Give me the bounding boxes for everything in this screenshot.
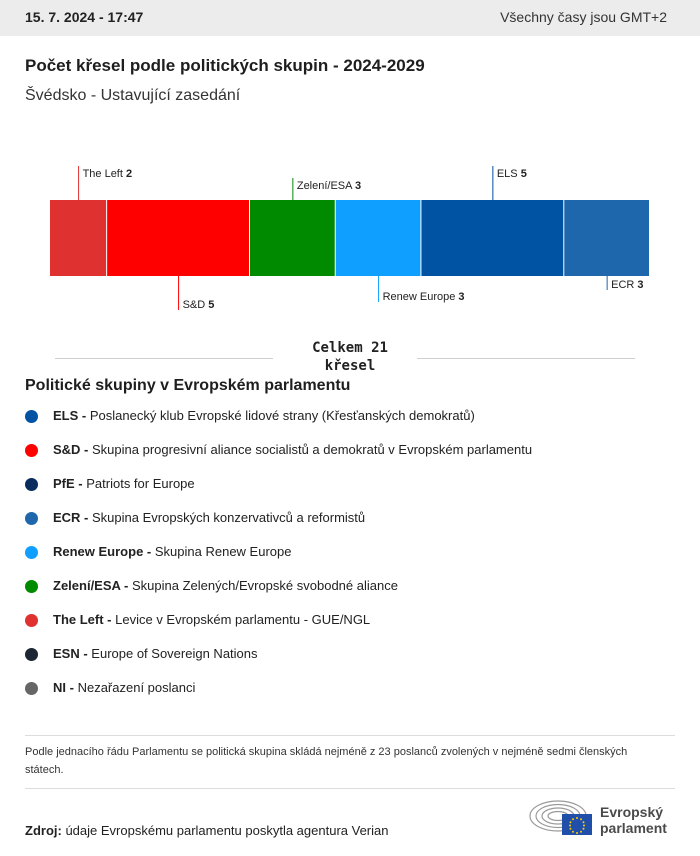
legend-desc: Poslanecký klub Evropské lidové strany (Křesťanských demokratů) xyxy=(89,408,475,423)
bar-segment xyxy=(50,200,106,276)
legend-desc: Skupina Zelených/Evropské svobodné aliance xyxy=(132,578,398,593)
bar-segment xyxy=(336,200,421,276)
chart-title: Počet křesel podle politických skupin - 2024-2029 xyxy=(25,56,425,75)
legend-item xyxy=(25,541,685,575)
source-label: Zdroj: xyxy=(25,823,62,838)
legend-abbr: Zelení/ESA - xyxy=(53,578,129,593)
bar-label: S&D 5 xyxy=(182,299,215,311)
footnote: Podle jednacího řádu Parlamentu se politická skupina skládá nejméně z 23 poslanců zvolených v nejméně sedmi členských státech. xyxy=(25,746,628,776)
legend-abbr: ECR - xyxy=(53,510,89,525)
legend-list xyxy=(25,405,685,711)
divider-line xyxy=(417,358,635,359)
chart-subtitle: Švédsko - Ustavující zasedání xyxy=(25,87,241,104)
bar-segment xyxy=(107,200,249,276)
divider-line xyxy=(55,358,273,359)
legend-item xyxy=(25,473,685,507)
legend-title: Politické skupiny v Evropském parlamentu xyxy=(25,377,351,394)
total-seats xyxy=(55,338,635,376)
legend-dot-icon xyxy=(25,580,38,593)
legend-item xyxy=(25,507,685,541)
divider-line xyxy=(25,735,675,736)
legend-item xyxy=(25,405,685,439)
bar-segment xyxy=(564,200,649,276)
legend-item xyxy=(25,439,685,473)
legend-abbr: The Left - xyxy=(53,612,112,627)
legend-dot-icon xyxy=(25,614,38,627)
legend-desc: Skupina Evropských konzervativců a reformistů xyxy=(92,510,366,525)
bar-segment xyxy=(250,200,335,276)
seat-distribution-chart xyxy=(0,150,700,325)
legend-desc: Levice v Evropském parlamentu - GUE/NGL xyxy=(115,612,371,627)
top-bar xyxy=(0,0,700,36)
legend-item xyxy=(25,609,685,643)
source-text: údaje Evropskému parlamentu poskytla agentura Verian xyxy=(65,823,389,838)
bar-label: The Left 2 xyxy=(82,168,133,180)
source-line xyxy=(25,823,388,838)
timestamp: 15. 7. 2024 - 17:47 xyxy=(25,9,144,25)
total-seats-line1: Celkem 21 xyxy=(312,340,388,356)
legend-dot-icon xyxy=(25,682,38,695)
legend-dot-icon xyxy=(25,648,38,661)
legend-dot-icon xyxy=(25,410,38,423)
bar-label: ECR 3 xyxy=(611,279,644,291)
logo-line1: Evropský xyxy=(600,804,664,820)
legend-abbr: S&D - xyxy=(53,442,89,457)
legend-dot-icon xyxy=(25,512,38,525)
legend-dot-icon xyxy=(25,444,38,457)
legend-item xyxy=(25,575,685,609)
bar-segment xyxy=(421,200,563,276)
timezone-note: Všechny časy jsou GMT+2 xyxy=(500,9,667,25)
legend-desc: Europe of Sovereign Nations xyxy=(91,646,258,661)
legend-item xyxy=(25,677,685,711)
logo-line2: parlament xyxy=(600,820,667,836)
legend-dot-icon xyxy=(25,546,38,559)
bar-label: Zelení/ESA 3 xyxy=(296,180,362,192)
parliament-emblem-icon xyxy=(528,798,594,838)
legend-desc: Skupina progresivní aliance socialistů a demokratů v Evropském parlamentu xyxy=(92,442,533,457)
legend-desc: Skupina Renew Europe xyxy=(154,544,292,559)
european-parliament-logo xyxy=(528,796,678,841)
legend-abbr: PfE - xyxy=(53,476,83,491)
logo-wordmark xyxy=(600,804,667,836)
bar-label: ELS 5 xyxy=(496,168,527,180)
legend-abbr: ELS - xyxy=(53,408,87,423)
legend-abbr: ESN - xyxy=(53,646,88,661)
total-seats-line2: křesel xyxy=(324,358,376,374)
legend-abbr: NI - xyxy=(53,680,74,695)
legend-item xyxy=(25,643,685,677)
legend-desc: Nezařazení poslanci xyxy=(77,680,196,695)
legend-dot-icon xyxy=(25,478,38,491)
legend-desc: Patriots for Europe xyxy=(86,476,195,491)
legend-abbr: Renew Europe - xyxy=(53,544,152,559)
total-seats-label xyxy=(295,339,405,375)
bar-label: Renew Europe 3 xyxy=(382,291,465,303)
divider-line xyxy=(25,788,675,789)
